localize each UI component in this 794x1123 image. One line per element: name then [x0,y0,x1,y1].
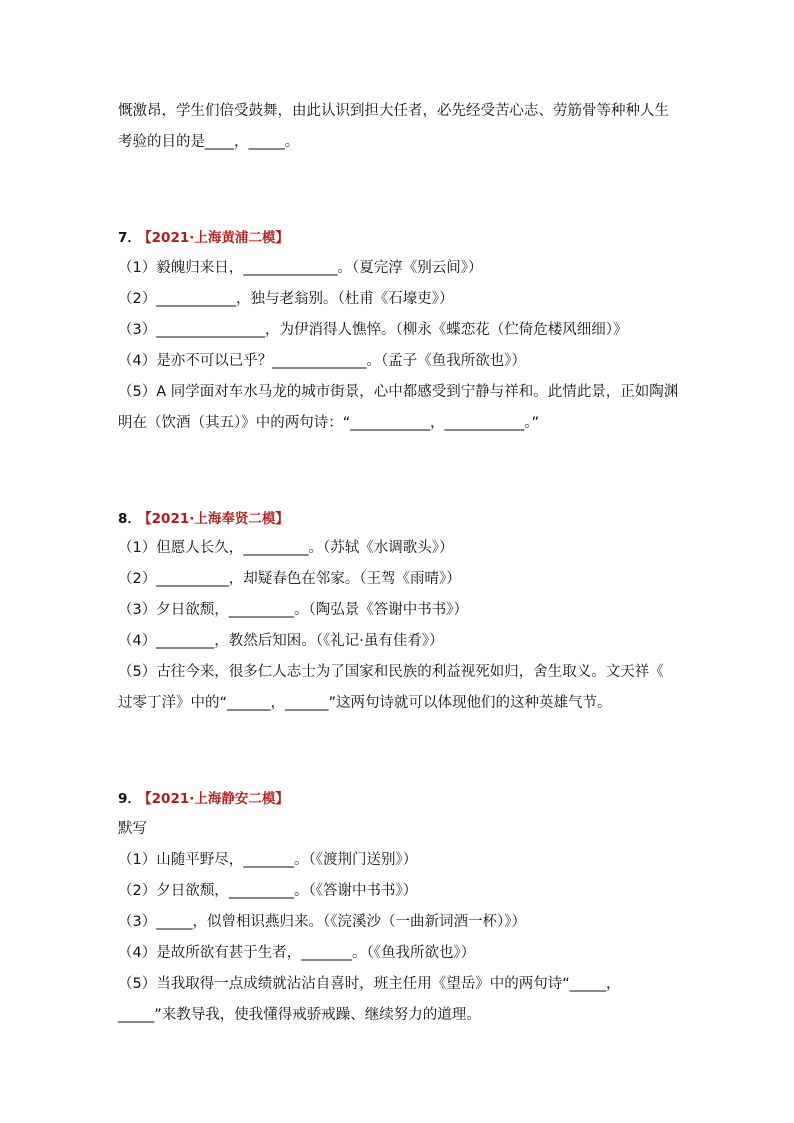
question-7-heading [118,228,289,248]
q9-item-2: （2）夕日欲颓，_________。（《答谢中书书》） [118,883,418,899]
q8-item-3: （3）夕日欲颓，_________。（陶弘景《答谢中书书》） [118,602,468,618]
q7-item-3: （3）_______________，为伊消得人憔悴。（柳永《蝶恋花（伫倚危楼风细细）》 [118,322,628,338]
question-8-heading [118,509,289,529]
q9-item-4: （4）是故所欲有甚于生者，_______。（《鱼我所欲也》） [118,945,476,961]
q7-item-4: （4）是亦不可以已乎？_____________。（孟子《鱼我所欲也》） [118,353,526,369]
q8-item-4: （4）________，教然后知困。（《礼记·虽有佳肴》） [118,633,444,649]
question-source: 【2021·上海黄浦二模】 [144,230,289,246]
q7-item-2: （2）___________，独与老翁别。（杜甫《石壕吏》） [118,291,454,307]
q9-item-3: （3）_____，似曾相识燕归来。（《浣溪沙（一曲新词酒一杯）》） [118,914,526,930]
question-source: 【2021·上海静安二模】 [144,791,289,807]
q7-item-5: （5）A 同学面对车水马龙的城市街景，心中都感受到宁静与祥和。此情此景，正如陶渊 [118,384,679,400]
question-number: 9． [118,791,141,807]
question-number: 8． [118,511,141,527]
q7-item-5-cont: 明在（饮酒（其五）》中的两句诗：“___________，___________。” [118,415,540,431]
q9-item-5: （5）当我取得一点成绩就沾沾自喜时，班主任用《望岳》中的两句诗“_____， [118,976,621,992]
question-number: 7． [118,230,141,246]
q8-item-1: （1）但愿人长久，_________。（苏轼《水调歌头》） [118,540,454,556]
question-9-heading [118,789,289,809]
q7-item-1: （1）毅魄归来日，_____________。（夏完淳《别云间》） [118,260,483,276]
q8-item-5-cont: 过零丁洋》中的“______，______”这两句诗就可以体现他们的这种英雄气节。 [118,695,612,711]
intro-line-1: 慨激昂，学生们倍受鼓舞，由此认识到担大任者，必先经受苦心志、劳筋骨等种种人生 [118,103,669,119]
q8-item-2: （2）__________，却疑春色在邻家。（王驾《雨晴》） [118,571,461,587]
q9-item-1: （1）山随平野尽，_______。（《渡荆门送别》） [118,852,418,868]
question-source: 【2021·上海奉贤二模】 [144,511,289,527]
q9-label: 默写 [118,821,147,837]
q9-item-5-cont: _____”来教导我，使我懂得戒骄戒躁、继续努力的道理。 [118,1007,481,1023]
intro-line-2: 考验的目的是____，_____。 [118,134,300,150]
q8-item-5: （5）古往今来，很多仁人志士为了国家和民族的利益视死如归，舍生取义。文天祥《 [118,664,664,680]
